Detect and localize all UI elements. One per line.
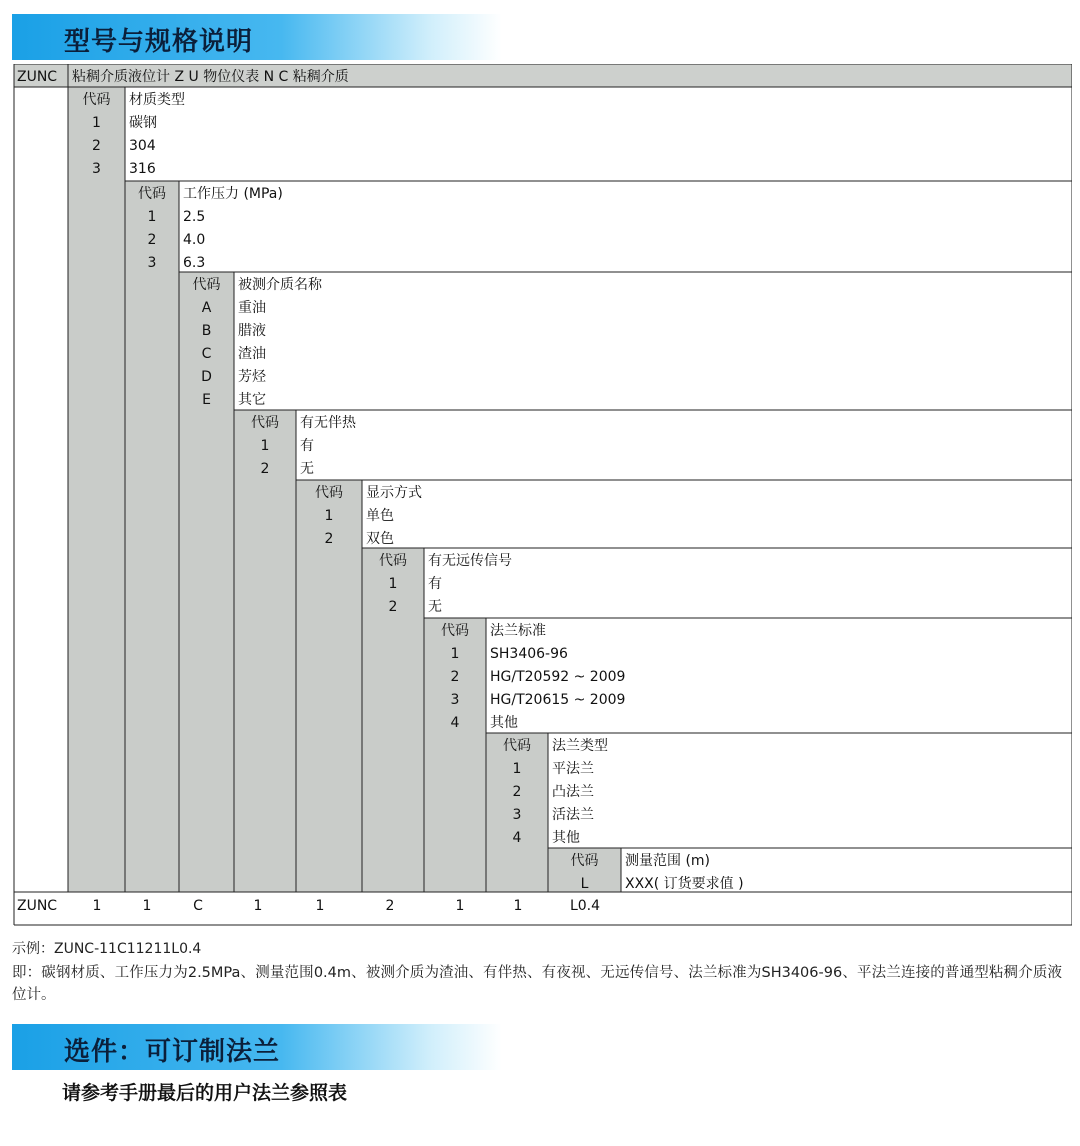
option-text: 316 xyxy=(129,161,156,177)
option-code: 3 xyxy=(147,255,157,271)
model-code-header: ZUNC xyxy=(17,69,58,85)
option-text: SH3406-96 xyxy=(490,646,568,662)
level-title: 显示方式 xyxy=(366,485,422,501)
spec-table xyxy=(12,64,1072,930)
code-header-label: 代码 xyxy=(82,92,111,108)
code-header-label: 代码 xyxy=(251,415,279,431)
option-code: 2 xyxy=(147,232,157,248)
option-code: E xyxy=(202,392,211,408)
option-code: 2 xyxy=(450,669,460,685)
option-code: 4 xyxy=(450,715,460,731)
level-title: 工作压力 (MPa) xyxy=(183,186,283,202)
code-column-fill xyxy=(234,480,296,892)
option-code: 2 xyxy=(388,599,398,615)
code-header-label: 代码 xyxy=(192,277,221,293)
section1-title: 型号与规格说明 xyxy=(64,27,254,57)
option-code: 4 xyxy=(512,830,522,846)
option-code: 3 xyxy=(92,161,101,177)
level-title: 法兰类型 xyxy=(552,738,608,754)
option-text: 单色 xyxy=(366,508,394,524)
option-text: 无 xyxy=(428,599,442,615)
code-column-fill xyxy=(179,410,234,892)
option-code: 1 xyxy=(260,438,270,454)
option-text: 其它 xyxy=(238,392,266,408)
option-code: D xyxy=(201,369,212,385)
option-code: 1 xyxy=(388,576,398,592)
option-text: 有 xyxy=(300,438,314,454)
level-title: 材质类型 xyxy=(129,92,185,108)
code-header-label: 代码 xyxy=(503,738,531,754)
option-text: 304 xyxy=(129,138,156,154)
example-row-value: 1 xyxy=(253,898,263,914)
option-code: 3 xyxy=(450,692,460,708)
example-explanation: 即：碳钢材质、工作压力为2.5MPa、测量范围0.4m、被测介质为渣油、有伴热、有夜视、无远传信号、法兰标准为SH3406-96、平法兰连接的普通型粘稠介质液位计。 xyxy=(12,965,1062,1003)
option-text: 重油 xyxy=(238,300,266,316)
example-row-value: 1 xyxy=(455,898,465,914)
code-column-fill xyxy=(296,548,362,892)
option-code: 3 xyxy=(512,807,522,823)
section2-hint: 请参考手册最后的用户法兰参照表 xyxy=(62,1082,348,1104)
option-text: 6.3 xyxy=(183,255,206,271)
code-column-fill xyxy=(362,618,424,892)
section1-banner xyxy=(12,14,502,60)
option-text: 腊液 xyxy=(238,323,266,339)
option-text: HG/T20592 ~ 2009 xyxy=(490,669,626,685)
option-text: 其他 xyxy=(490,715,518,731)
option-text: 2.5 xyxy=(183,209,206,225)
option-text: 有 xyxy=(428,576,442,592)
option-text: 双色 xyxy=(366,531,394,547)
code-header-label: 代码 xyxy=(570,853,599,869)
option-text: 其他 xyxy=(552,830,580,846)
model-description: 粘稠介质液位计 Z U 物位仪表 N C 粘稠介质 xyxy=(72,69,349,85)
option-code: C xyxy=(201,346,212,362)
section2-title: 选件：可订制法兰 xyxy=(64,1037,281,1067)
option-text: 凸法兰 xyxy=(552,784,594,800)
option-text: HG/T20615 ~ 2009 xyxy=(490,692,626,708)
example-row-value: 2 xyxy=(385,898,395,914)
code-header-label: 代码 xyxy=(138,186,166,202)
option-code: 1 xyxy=(512,761,522,777)
option-code: 2 xyxy=(260,461,270,477)
option-text: 芳烃 xyxy=(238,369,266,385)
code-column-fill xyxy=(424,733,486,892)
example-row-value: 1 xyxy=(513,898,523,914)
code-column-fill xyxy=(125,272,179,892)
section2-banner xyxy=(12,1024,502,1070)
level-title: 被测介质名称 xyxy=(238,277,322,293)
level-title: 有无远传信号 xyxy=(428,553,512,569)
option-text: XXX( 订货要求值 ) xyxy=(625,876,744,892)
code-header-label: 代码 xyxy=(379,553,407,569)
example-label: 示例：ZUNC-11C11211L0.4 xyxy=(12,941,202,957)
option-text: 平法兰 xyxy=(552,761,594,777)
level-title: 测量范围 (m) xyxy=(625,853,711,869)
option-code: 1 xyxy=(450,646,460,662)
code-column-fill xyxy=(68,181,125,892)
level-title: 有无伴热 xyxy=(300,415,356,431)
example-row-value: L0.4 xyxy=(569,898,601,914)
option-code: L xyxy=(580,876,589,892)
example-row-value: ZUNC xyxy=(17,898,58,914)
option-text: 渣油 xyxy=(238,346,266,362)
option-code: 2 xyxy=(92,138,101,154)
option-text: 无 xyxy=(300,461,314,477)
option-code: 1 xyxy=(92,115,101,131)
option-text: 4.0 xyxy=(183,232,206,248)
option-code: 2 xyxy=(324,531,334,547)
code-header-label: 代码 xyxy=(315,485,343,501)
option-text: 活法兰 xyxy=(552,807,594,823)
example-row-value: 1 xyxy=(142,898,152,914)
example-row-value: 1 xyxy=(315,898,325,914)
option-code: 1 xyxy=(147,209,157,225)
option-text: 碳钢 xyxy=(129,115,157,131)
code-column-fill xyxy=(486,848,548,892)
example-row-value: 1 xyxy=(92,898,102,914)
level-title: 法兰标准 xyxy=(490,623,546,639)
option-code: A xyxy=(201,300,212,316)
option-code: B xyxy=(201,323,212,339)
code-header-label: 代码 xyxy=(441,623,469,639)
option-code: 2 xyxy=(512,784,522,800)
example-row-value: C xyxy=(193,898,203,914)
option-code: 1 xyxy=(324,508,334,524)
